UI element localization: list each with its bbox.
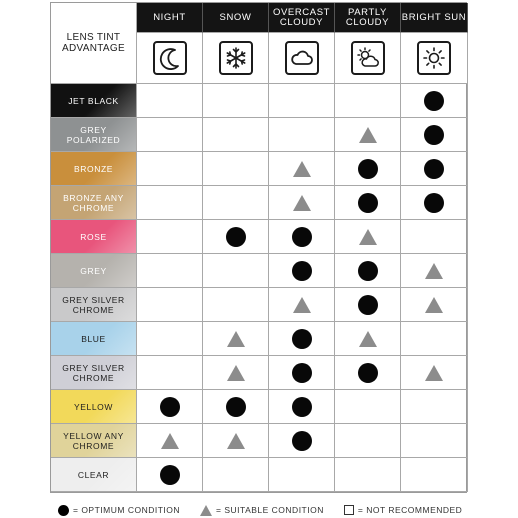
suitable-triangle-icon [161, 433, 179, 449]
rating-cell [203, 458, 269, 492]
rating-cell [203, 118, 269, 152]
rating-cell [401, 118, 468, 152]
optimum-dot-icon [358, 363, 378, 383]
rating-cell [401, 254, 468, 288]
tint-label-jet-black: JET BLACK [51, 84, 137, 118]
column-header-night: NIGHT [137, 3, 203, 33]
suitable-triangle-icon [359, 127, 377, 143]
rating-cell [269, 356, 335, 390]
legend-suitable-label: = SUITABLE CONDITION [216, 505, 324, 515]
rating-cell [203, 288, 269, 322]
rating-cell [269, 84, 335, 118]
rating-cell [269, 254, 335, 288]
optimum-dot-icon [160, 397, 180, 417]
tint-label-yellow-any-chrome: YELLOW ANY CHROME [51, 424, 137, 458]
rating-cell [203, 424, 269, 458]
optimum-dot-icon [292, 227, 312, 247]
optimum-dot-icon [358, 193, 378, 213]
suitable-triangle-icon [425, 365, 443, 381]
legend-suitable [200, 505, 324, 516]
lens-tint-table [50, 2, 467, 493]
tint-label-yellow: YELLOW [51, 390, 137, 424]
rating-cell [335, 356, 401, 390]
suitable-triangle-icon [227, 433, 245, 449]
rating-cell [401, 424, 468, 458]
circle-icon [58, 505, 69, 516]
rating-cell [401, 458, 468, 492]
column-icon-cell [335, 33, 401, 84]
rating-cell [269, 186, 335, 220]
column-icon-cell [269, 33, 335, 84]
suitable-triangle-icon [227, 365, 245, 381]
column-icon-cell [401, 33, 468, 84]
sun-cloud-icon [351, 41, 385, 75]
legend [58, 502, 468, 518]
rating-cell [203, 84, 269, 118]
optimum-dot-icon [292, 431, 312, 451]
optimum-dot-icon [424, 159, 444, 179]
rating-cell [137, 288, 203, 322]
tint-label-bronze-any-chrome: BRONZE ANY CHROME [51, 186, 137, 220]
rating-cell [137, 186, 203, 220]
rating-cell [335, 152, 401, 186]
rating-cell [335, 390, 401, 424]
rating-cell [203, 254, 269, 288]
suitable-triangle-icon [359, 331, 377, 347]
table-title: LENS TINT ADVANTAGE [51, 3, 137, 84]
rating-cell [401, 186, 468, 220]
rating-cell [137, 152, 203, 186]
legend-not-recommended [344, 505, 462, 515]
rating-cell [269, 322, 335, 356]
rating-cell [269, 152, 335, 186]
rating-cell [203, 390, 269, 424]
rating-cell [401, 152, 468, 186]
rating-cell [137, 458, 203, 492]
legend-optimum [58, 505, 180, 516]
column-header-partly-cloudy: PARTLY CLOUDY [335, 3, 401, 33]
tint-label-grey-silver-chrome: GREY SILVER CHROME [51, 288, 137, 322]
rating-cell [401, 84, 468, 118]
rating-cell [203, 356, 269, 390]
rating-cell [137, 254, 203, 288]
rating-cell [203, 322, 269, 356]
rating-cell [401, 220, 468, 254]
rating-cell [137, 356, 203, 390]
rating-cell [335, 288, 401, 322]
rating-cell [401, 288, 468, 322]
rating-cell [335, 424, 401, 458]
optimum-dot-icon [292, 329, 312, 349]
empty-square-icon [344, 505, 354, 515]
optimum-dot-icon [292, 397, 312, 417]
tint-label-grey: GREY [51, 254, 137, 288]
rating-cell [269, 458, 335, 492]
column-icon-cell [137, 33, 203, 84]
legend-not-recommended-label: = NOT RECOMMENDED [357, 505, 463, 515]
rating-cell [335, 186, 401, 220]
snowflake-icon [219, 41, 253, 75]
suitable-triangle-icon [293, 297, 311, 313]
optimum-dot-icon [226, 397, 246, 417]
rating-cell [137, 220, 203, 254]
suitable-triangle-icon [227, 331, 245, 347]
tint-label-rose: ROSE [51, 220, 137, 254]
rating-cell [269, 288, 335, 322]
rating-cell [137, 390, 203, 424]
rating-cell [203, 152, 269, 186]
optimum-dot-icon [424, 193, 444, 213]
legend-optimum-label: = OPTIMUM CONDITION [73, 505, 181, 515]
tint-label-bronze: BRONZE [51, 152, 137, 186]
rating-cell [401, 390, 468, 424]
optimum-dot-icon [424, 91, 444, 111]
rating-cell [401, 356, 468, 390]
optimum-dot-icon [160, 465, 180, 485]
tint-label-grey-silver-chrome: GREY SILVER CHROME [51, 356, 137, 390]
rating-cell [335, 84, 401, 118]
rating-cell [269, 390, 335, 424]
sun-icon [417, 41, 451, 75]
rating-cell [335, 254, 401, 288]
triangle-icon [200, 505, 212, 516]
rating-cell [203, 186, 269, 220]
tint-label-grey-polarized: GREY POLARIZED [51, 118, 137, 152]
column-header-overcast-cloudy: OVERCAST CLOUDY [269, 3, 335, 33]
suitable-triangle-icon [425, 263, 443, 279]
suitable-triangle-icon [425, 297, 443, 313]
column-header-bright-sun: BRIGHT SUN [401, 3, 468, 33]
column-icon-cell [203, 33, 269, 84]
rating-cell [335, 322, 401, 356]
tint-label-clear: CLEAR [51, 458, 137, 492]
optimum-dot-icon [226, 227, 246, 247]
rating-cell [137, 424, 203, 458]
optimum-dot-icon [358, 295, 378, 315]
rating-cell [269, 424, 335, 458]
optimum-dot-icon [292, 261, 312, 281]
rating-cell [269, 220, 335, 254]
rating-cell [137, 322, 203, 356]
suitable-triangle-icon [359, 229, 377, 245]
column-header-snow: SNOW [203, 3, 269, 33]
rating-cell [335, 220, 401, 254]
optimum-dot-icon [358, 159, 378, 179]
rating-cell [335, 458, 401, 492]
moon-icon [153, 41, 187, 75]
optimum-dot-icon [292, 363, 312, 383]
suitable-triangle-icon [293, 161, 311, 177]
optimum-dot-icon [358, 261, 378, 281]
rating-cell [137, 84, 203, 118]
rating-cell [401, 322, 468, 356]
rating-cell [269, 118, 335, 152]
optimum-dot-icon [424, 125, 444, 145]
cloud-icon [285, 41, 319, 75]
tint-label-blue: BLUE [51, 322, 137, 356]
suitable-triangle-icon [293, 195, 311, 211]
rating-cell [203, 220, 269, 254]
rating-cell [137, 118, 203, 152]
rating-cell [335, 118, 401, 152]
